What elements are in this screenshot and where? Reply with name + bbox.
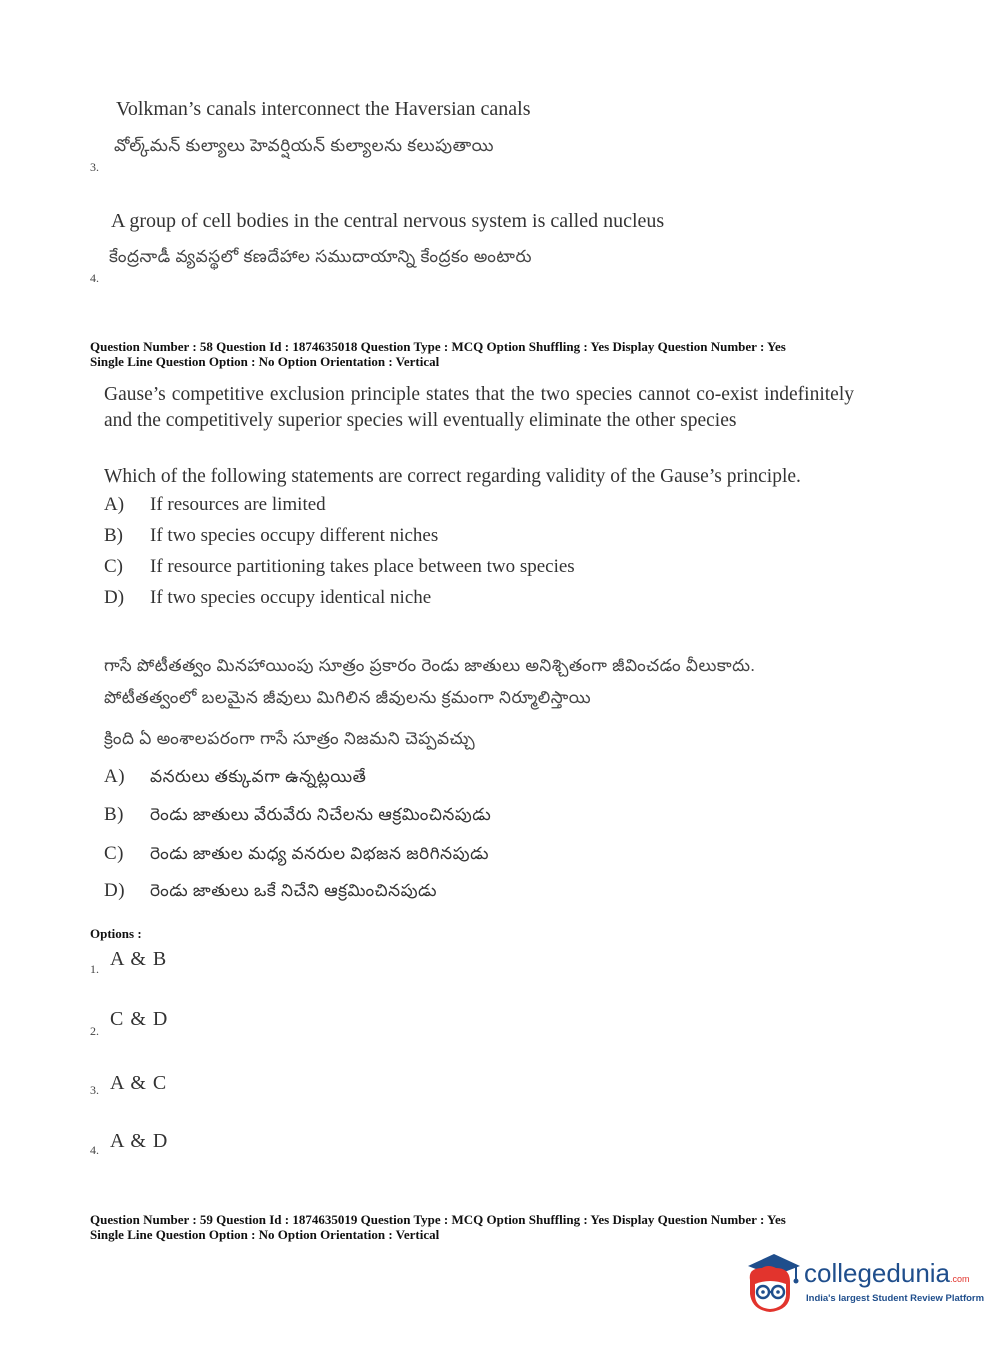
statement-text: If two species occupy identical niche	[150, 587, 432, 608]
q58-meta-line-1: Question Number : 58 Question Id : 1874635018 Question Type : MCQ Option Shuffling : Yes Display Question Number : Yes	[90, 339, 786, 354]
mascot-icon	[740, 1250, 802, 1316]
logo-suffix: .com	[950, 1274, 970, 1284]
option-3-text[interactable]: A & C	[110, 1072, 168, 1094]
q59-meta-line-1: Question Number : 59 Question Id : 1874635019 Question Type : MCQ Option Shuffling : Yes Display Question Number : Yes	[90, 1212, 786, 1227]
statement-text: వనరులు తక్కువగా ఉన్నట్లయితే	[150, 767, 367, 786]
prev-option-3-english: Volkman’s canals interconnect the Haversian canals	[116, 98, 531, 120]
q58-telugu-statement-c	[104, 843, 489, 868]
q58-telugu-statement-b	[104, 804, 491, 829]
option-2-text[interactable]: C & D	[110, 1008, 169, 1030]
option-4-text[interactable]: A & D	[110, 1130, 169, 1152]
prev-option-4-telugu: కేంద్రనాడీ వ్యవస్థలో కణదేహాల సముదాయాన్ని కేంద్రకం అంటారు	[109, 247, 532, 266]
q58-telugu-question: క్రింది ఏ అంశాలపరంగా గాసే సూత్రం నిజమని చెప్పవచ్చు	[104, 729, 476, 748]
option-1-text[interactable]: A & B	[110, 948, 168, 970]
q58-telugu-line-1: గాసే పోటీతత్వం మినహాయింపు సూత్రం ప్రకారం రెండు జాతులు అనిశ్చితంగా జీవించడం వీలుకాదు.	[104, 656, 756, 675]
q58-telugu-statement-d	[104, 880, 437, 905]
statement-text: If resources are limited	[150, 494, 326, 515]
prev-option-3-telugu: వోల్క్‌మన్ కుల్యాలు హెవర్షియన్ కుల్యాలను కలుపుతాయి	[114, 136, 495, 155]
statement-label: A)	[104, 494, 125, 515]
statement-label: C)	[104, 843, 124, 864]
option-2-number[interactable]: 2.	[90, 1024, 99, 1038]
logo-tagline: India's largest Student Review Platform	[806, 1293, 985, 1304]
prev-option-4-number[interactable]: 4.	[90, 271, 99, 285]
statement-label: D)	[104, 880, 126, 901]
collegedunia-logo	[740, 1250, 985, 1320]
option-1-number[interactable]: 1.	[90, 962, 99, 976]
statement-text: If two species occupy different niches	[150, 525, 439, 546]
statement-label: B)	[104, 804, 124, 825]
q58-english-question: Which of the following statements are correct regarding validity of the Gause’s principle.	[104, 466, 801, 487]
q58-statement-c	[104, 556, 575, 578]
statement-label: B)	[104, 525, 123, 546]
statement-text: రెండు జాతులు వేరువేరు నిచేలను ఆక్రమించినపుడు	[150, 805, 492, 824]
option-3-number[interactable]: 3.	[90, 1083, 99, 1097]
q58-statement-b	[104, 525, 438, 547]
logo-name: collegedunia	[804, 1258, 951, 1288]
statement-text: If resource partitioning takes place between two species	[150, 556, 575, 577]
statement-label: A)	[104, 766, 126, 787]
q58-english-paragraph: Gause’s competitive exclusion principle states that the two species cannot co-exist indefinitely and the competitively superior species will eventually eliminate the other species	[104, 384, 854, 431]
statement-text: రెండు జాతులు ఒకే నిచేని ఆక్రమించినపుడు	[150, 881, 438, 900]
statement-label: C)	[104, 556, 123, 577]
options-label: Options :	[90, 926, 142, 941]
prev-option-4-english: A group of cell bodies in the central nervous system is called nucleus	[111, 210, 665, 232]
logo-wordmark	[804, 1258, 970, 1289]
prev-option-3-number[interactable]: 3.	[90, 160, 99, 174]
option-4-number[interactable]: 4.	[90, 1143, 99, 1157]
statement-label: D)	[104, 587, 125, 608]
q58-telugu-statement-a	[104, 766, 366, 791]
q58-meta-line-2: Single Line Question Option : No Option Orientation : Vertical	[90, 354, 440, 369]
q58-statement-d	[104, 587, 431, 609]
q59-meta-line-2: Single Line Question Option : No Option Orientation : Vertical	[90, 1227, 440, 1242]
q58-statement-a	[104, 494, 326, 516]
q58-telugu-line-2: పోటీతత్వంలో బలమైన జీవులు మిగిలిన జీవులను క్రమంగా నిర్మూలిస్తాయి	[104, 688, 592, 707]
statement-text: రెండు జాతుల మధ్య వనరుల విభజన జరిగినపుడు	[150, 844, 490, 863]
